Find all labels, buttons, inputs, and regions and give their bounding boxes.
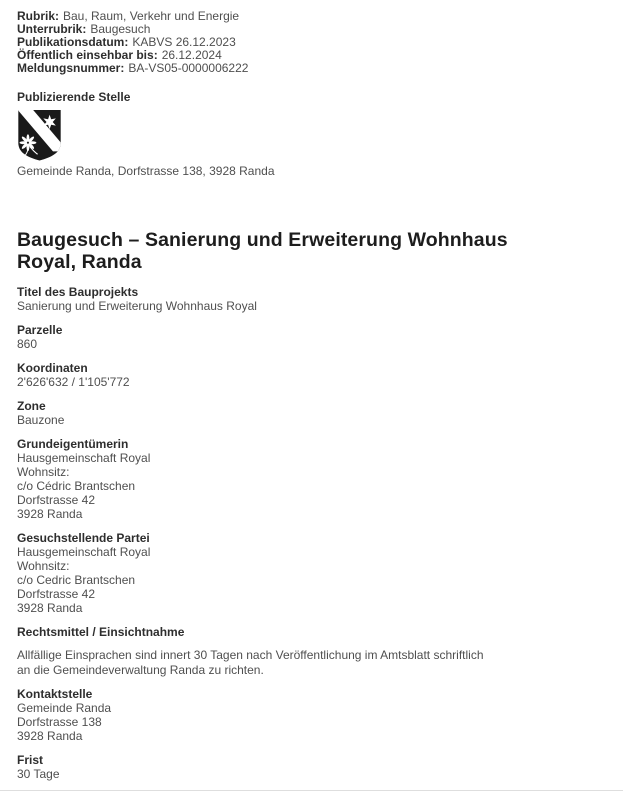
meta-value: Bau, Raum, Verkehr und Energie	[63, 9, 240, 23]
section-grundeigentuemerin	[17, 437, 583, 521]
field-value: Wohnsitz:	[17, 465, 70, 479]
meta-value: Baugesuch	[90, 22, 151, 36]
field-value: c/o Cedric Brantschen	[17, 573, 136, 587]
section-koordinaten	[17, 361, 583, 389]
field-label: Titel des Bauprojekts	[17, 285, 139, 299]
publication-meta	[17, 10, 583, 75]
field-value: 2'626'632 / 1'105'772	[17, 375, 130, 389]
field-value: Sanierung und Erweiterung Wohnhaus Royal	[17, 299, 257, 313]
page-bottom-divider	[0, 790, 623, 791]
field-value: Dorfstrasse 42	[17, 493, 96, 507]
meta-row-meldungsnummer	[17, 62, 583, 75]
field-label: Gesuchstellende Partei	[17, 531, 150, 545]
meta-value: BA-VS05-0000006222	[128, 61, 249, 75]
field-label: Kontaktstelle	[17, 687, 93, 701]
field-value: Bauzone	[17, 413, 65, 427]
meta-value: KABVS 26.12.2023	[132, 35, 236, 49]
section-kontaktstelle	[17, 687, 583, 743]
meta-value: 26.12.2024	[161, 48, 222, 62]
field-value: Gemeinde Randa	[17, 701, 112, 715]
section-zone	[17, 399, 583, 427]
section-gesuchstellende-partei	[17, 531, 583, 615]
section-rechtsmittel-einsichtnahme	[17, 625, 583, 677]
field-value: 30 Tage	[17, 767, 60, 781]
field-label: Parzelle	[17, 323, 63, 337]
meta-label: Meldungsnummer:	[17, 61, 125, 75]
field-value: Dorfstrasse 42	[17, 587, 96, 601]
meta-label: Öffentlich einsehbar bis:	[17, 48, 158, 62]
section-titel-des-bauprojekts	[17, 285, 583, 313]
randa-coat-of-arms-icon	[17, 109, 62, 161]
field-label: Rechtsmittel / Einsichtnahme	[17, 625, 185, 639]
field-value: 3928 Randa	[17, 601, 83, 615]
meta-label: Rubrik:	[17, 9, 59, 23]
field-value: Hausgemeinschaft Royal	[17, 451, 151, 465]
section-frist	[17, 753, 583, 781]
field-label: Grundeigentümerin	[17, 437, 129, 451]
field-value: Hausgemeinschaft Royal	[17, 545, 151, 559]
field-value: 3928 Randa	[17, 507, 83, 521]
section-parzelle	[17, 323, 583, 351]
meta-label: Publikationsdatum:	[17, 35, 129, 49]
field-value: 860	[17, 337, 38, 351]
field-value: c/o Cédric Brantschen	[17, 479, 136, 493]
publisher-heading: Publizierende Stelle	[17, 90, 131, 104]
field-value: Wohnsitz:	[17, 559, 70, 573]
page-title: Baugesuch – Sanierung und Erweiterung Wohnhaus Royal, Randa	[17, 229, 508, 273]
field-label: Koordinaten	[17, 361, 88, 375]
field-value: Dorfstrasse 138	[17, 715, 102, 729]
rechtsmittel-paragraph: Allfällige Einsprachen sind innert 30 Tagen nach Veröffentlichung im Amtsblatt schriftlich an die Gemeindeverwaltung Randa zu richten.	[17, 648, 484, 677]
field-label: Zone	[17, 399, 46, 413]
meta-label: Unterrubrik:	[17, 22, 87, 36]
field-value: 3928 Randa	[17, 729, 83, 743]
field-label: Frist	[17, 753, 44, 767]
publisher-address: Gemeinde Randa, Dorfstrasse 138, 3928 Randa	[17, 164, 275, 178]
